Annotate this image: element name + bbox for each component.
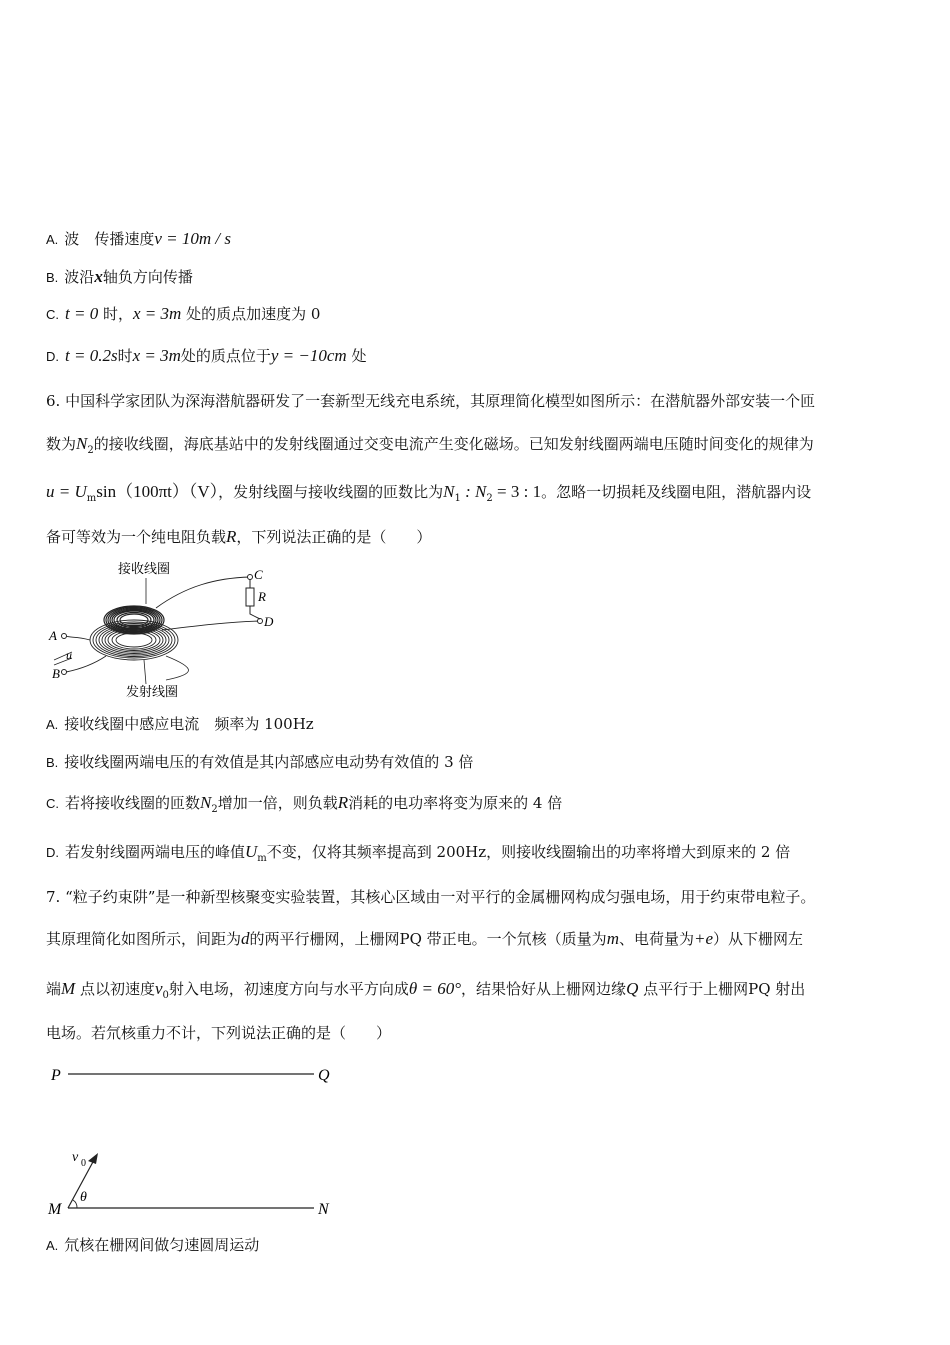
emit-coil-label: 发射线圈: [126, 684, 179, 699]
option-label: C.: [46, 307, 59, 322]
svg-text:θ: θ: [80, 1190, 87, 1205]
terminal-c: [248, 575, 253, 580]
svg-text:P: P: [51, 1067, 61, 1084]
q6-stem-line2: 数为$N_2$的接收线圈，海底基站中的发射线圈通过交变电流产生变化磁场。已知发射线圈两端电压随时间变化的规律为: [46, 434, 814, 456]
option-label: A.: [46, 717, 59, 732]
q5-option-a: A. 波 传播速度v = 10m / s: [46, 229, 231, 248]
q6-stem-line3: $u = U_m\sin(100\pi t)(V)$，发射线圈与接收线圈的匝数比为$N_1$ : $N_2 = 3$ : 1。忽略一切损耗及线圈电阻，潜航器内设: [46, 482, 812, 504]
option-label: D.: [46, 349, 59, 364]
math-expression: v = 10m / s: [154, 229, 231, 248]
q7-option-a: A. 氘核在栅网间做匀速圆周运动: [46, 1236, 260, 1254]
svg-text:M: M: [48, 1201, 62, 1218]
angle-arc: [73, 1200, 77, 1208]
option-label: B.: [46, 755, 59, 770]
q6-stem-line4: 备可等效为一个纯电阻负载R，下列说法正确的是（ ）: [46, 527, 432, 546]
terminal-b: [62, 670, 67, 675]
q6-option-c: C. 若将接收线圈的匝数$N_2$增加一倍，则负载R消耗的电功率将变为原来的 4 倍: [46, 793, 563, 815]
q5-option-d: D. t = 0.2s时x = 3m处的质点位于y = −10cm 处: [46, 346, 367, 365]
q5-option-b: B. 波沿x轴负方向传播: [46, 267, 193, 286]
svg-text:C: C: [254, 567, 263, 582]
terminal-d: [258, 619, 263, 624]
q7-stem-line3: 端M 点以初速度$v_0$射入电场，初速度方向与水平方向成θ = 60°，结果恰好从上栅网边缘Q 点平行于上栅网PQ 射出: [46, 979, 806, 1001]
wireless-coil-figure: [46, 556, 286, 706]
q7-stem-line4: 电场。若氘核重力不计，下列说法正确的是（ ）: [46, 1024, 392, 1042]
q6-option-d: D. 若发射线圈两端电压的峰值$U_m$不变，仅将其频率提高到 200Hz，则接收线圈输出的功率将增大到原来的 2 倍: [46, 842, 791, 864]
option-label: B.: [46, 270, 59, 285]
svg-text:B: B: [52, 666, 60, 681]
option-label: A.: [46, 1238, 59, 1253]
q7-stem-line2: 其原理简化如图所示，间距为d的两平行栅网，上栅网PQ 带正电。一个氘核（质量为m、电荷量为+e）从下栅网左: [46, 929, 804, 948]
option-label: D.: [46, 845, 59, 860]
svg-text:R: R: [258, 589, 266, 604]
svg-text:v: v: [72, 1150, 79, 1165]
receive-coil-label: 接收线圈: [118, 561, 171, 576]
svg-text:A: A: [49, 628, 57, 643]
option-label: C.: [46, 796, 59, 811]
svg-text:D: D: [264, 614, 274, 629]
option-label: A.: [46, 232, 59, 247]
resistor-r: [246, 588, 254, 606]
q6-option-a: A. 接收线圈中感应电流 频率为 100Hz: [46, 715, 314, 733]
parallel-grid-figure: [46, 1060, 346, 1225]
svg-text:u: u: [66, 648, 72, 662]
svg-text:Q: Q: [318, 1067, 330, 1084]
q5-option-c: C. t = 0 时，x = 3m 处的质点加速度为 0: [46, 304, 321, 323]
arrow-head-icon: [88, 1153, 98, 1164]
q7-stem-line1: 7. “粒子约束阱”是一种新型核聚变实验装置，其核心区域由一对平行的金属栅网构成匀强电场，用于约束带电粒子。: [46, 888, 816, 906]
q6-option-b: B. 接收线圈两端电压的有效值是其内部感应电动势有效值的 3 倍: [46, 753, 474, 771]
svg-text:N: N: [318, 1201, 329, 1218]
q6-stem-line1: 6. 中国科学家团队为深海潜航器研发了一套新型无线充电系统，其原理简化模型如图所示：在潜航器外部安装一个匝: [46, 392, 816, 410]
terminal-a: [62, 634, 67, 639]
svg-text:0: 0: [81, 1158, 86, 1169]
